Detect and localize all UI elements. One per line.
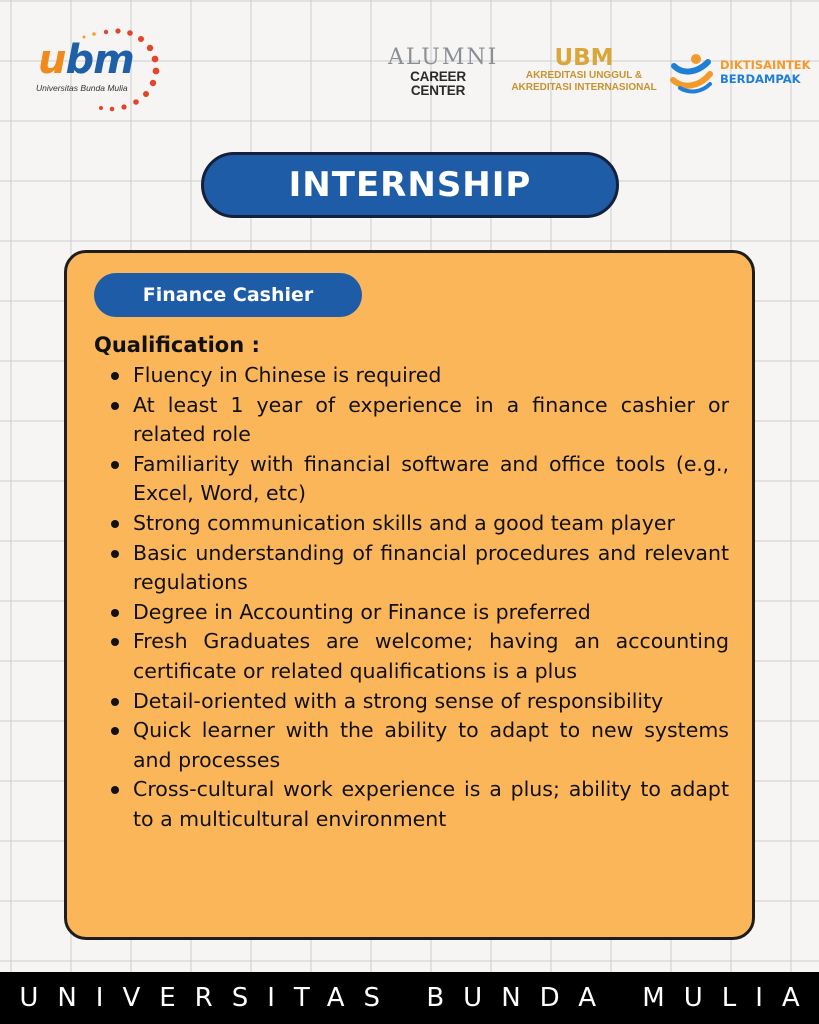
qualification-item: Detail-oriented with a strong sense of responsibility (133, 687, 729, 717)
qualification-heading: Qualification : (94, 333, 260, 357)
ubm-logo (34, 28, 164, 114)
accreditation-line-2: AKREDITASI INTERNASIONAL (511, 82, 657, 93)
page-title: INTERNSHIP (201, 152, 619, 218)
qualification-item: Basic understanding of financial procedures and relevant regulations (133, 539, 729, 598)
qualification-item: Familiarity with financial software and office tools (e.g., Excel, Word, etc) (133, 450, 729, 509)
qualification-list (107, 361, 729, 835)
alumni-logo-bottom: CAREER CENTER (410, 69, 466, 98)
alumni-career-center-logo (388, 45, 499, 98)
qualification-item: Cross-cultural work experience is a plus; ability to adapt to a multicultural environment (133, 775, 729, 834)
qualification-item: Quick learner with the ability to adapt to new systems and processes (133, 716, 729, 775)
accreditation-line-1: AKREDITASI UNGGUL & (525, 70, 643, 81)
qualification-item: Degree in Accounting or Finance is preferred (133, 598, 729, 628)
dikti-line-2: BERDAMPAK (720, 72, 801, 86)
diktisaintek-logo (670, 52, 810, 94)
footer-university-name: UNIVERSITAS BUNDA MULIA (0, 972, 819, 1024)
dikti-line-1: DIKTISAINTEK (720, 58, 811, 72)
job-card (64, 250, 755, 940)
alumni-logo-top: ALUMNI (388, 45, 499, 70)
ubm-wordmark (38, 37, 134, 83)
diktisaintek-emblem-icon (670, 52, 714, 94)
ubm-wordmark-u: u (38, 37, 66, 83)
ubm-logo-subtitle: Universitas Bunda Mulia (36, 83, 128, 93)
qualification-item: Fresh Graduates are welcome; having an accounting certificate or related qualifications is a plus (133, 627, 729, 686)
job-position-badge: Finance Cashier (94, 273, 362, 317)
ubm-wordmark-bm: bm (65, 37, 134, 83)
accreditation-logo (500, 46, 668, 94)
accreditation-title: UBM (554, 45, 614, 71)
qualification-item: Fluency in Chinese is required (133, 361, 729, 391)
qualification-item: Strong communication skills and a good team player (133, 509, 729, 539)
qualification-item: At least 1 year of experience in a finance cashier or related role (133, 391, 729, 450)
